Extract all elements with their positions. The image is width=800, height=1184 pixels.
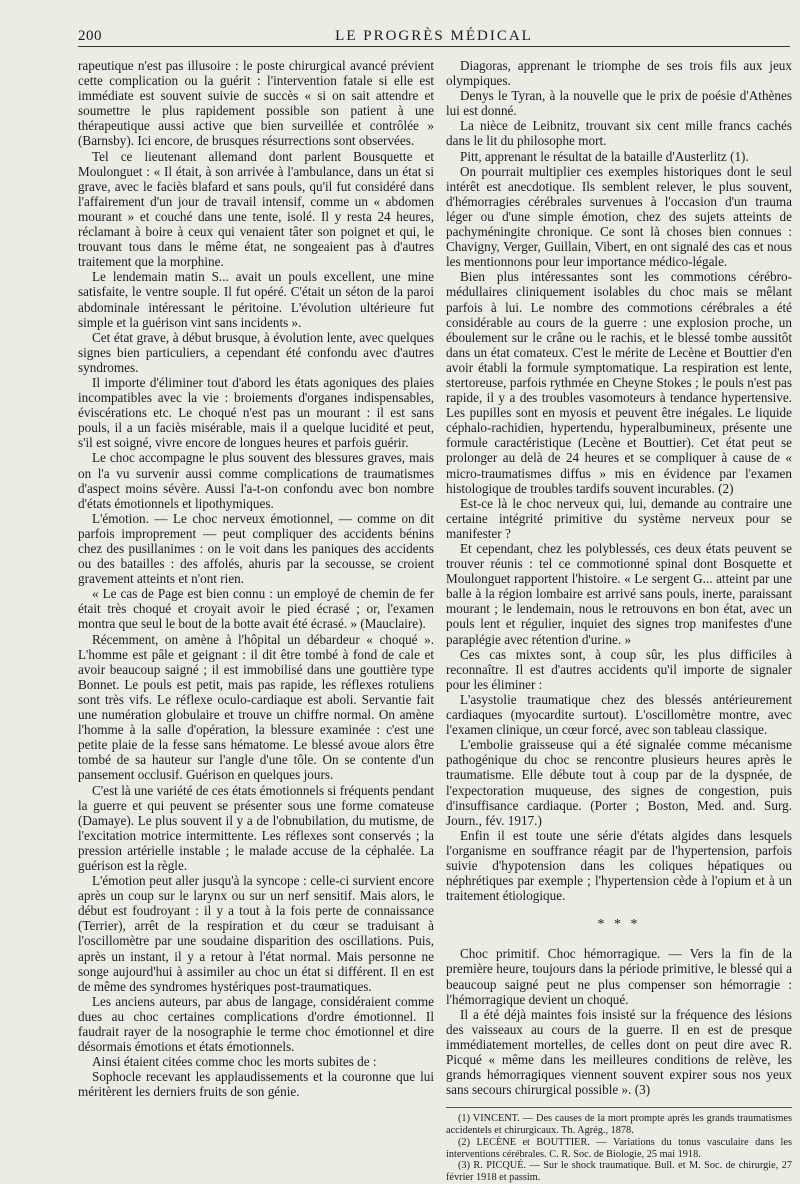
right-column-section bbox=[446, 946, 792, 1097]
footnote: (3) R. PICQUÉ. — Sur le shock traumatique. Bull. et M. Soc. de chirurgie, 27 février 1918 et passim. bbox=[446, 1160, 792, 1184]
footnote: (1) VINCENT. — Des causes de la mort prompte après les grands traumatismes accidentels et chirurgicaux. Th. Agrég., 1878. bbox=[446, 1113, 792, 1137]
paragraph: Choc primitif. Choc hémorragique. — Vers la fin de la première heure, toujours dans la période primitive, le blessé qui a beaucoup saigné peut ne plus compenser son hémorragie : l'hémorragique devient un choqué. bbox=[446, 946, 792, 1007]
section-separator: * * * bbox=[597, 917, 641, 933]
paragraph: La nièce de Leibnitz, trouvant six cent mille francs cachés dans le lit du philosophe mort. bbox=[446, 118, 792, 149]
paragraph: Sophocle recevant les applaudissements et la couronne que lui méritèrent les derniers fruits de son génie. bbox=[78, 1069, 434, 1100]
running-title: LE PROGRÈS MÉDICAL bbox=[335, 28, 533, 44]
paragraph: Est-ce là le choc nerveux qui, lui, demande au contraire une certaine intégrité primitive du système nerveux pour se manifester ? bbox=[446, 495, 792, 541]
left-column bbox=[78, 58, 434, 1100]
paragraph: L'émotion. — Le choc nerveux émotionnel, — comme on dit parfois improprement — peut compliquer des accidents bénins chez des pusillanimes : on le voit dans les paniques des accidents ou des batailles : des affolés, ahuris par la secousse, se croient gravement atteints et n'ont rien. bbox=[78, 510, 434, 587]
paragraph: Ainsi étaient citées comme choc les morts subites de : bbox=[92, 1054, 377, 1070]
paragraph: Diagoras, apprenant le triomphe de ses trois fils aux jeux olympiques. bbox=[446, 58, 792, 89]
paragraph: Enfin il est toute une série d'états algides dans lesquels l'organisme en souffrance réagit par de l'hypertension, parfois suivie d'hypotension dans les coliques hépatiques ou néphrétiques par exemple ; l'hypertension cède à l'opium et à un traitement étiologique. bbox=[446, 827, 792, 904]
paragraph: Il importe d'éliminer tout d'abord les états agoniques des plaies incompatibles avec la vie : broiements d'organes indispensables, éviscérations etc. Le choqué n'est pas un mourant : il est sans pouls, il a un faciès misérable, mais il a quelque lucidité et peut, s'il est soigné, vivre encore de longues heures et parfois guérir. bbox=[78, 374, 434, 451]
paragraph: Récemment, on amène à l'hôpital un débardeur « choqué ». L'homme est pâle et geignant : il dit être tombé à fond de cale et avoir beaucoup saigné ; il est immobilisé dans une gouttière type Bonnet. Le pouls est petit, mais pas rapide, les réflexes rotuliens sont très vifs. Le réflexe oculo-cardiaque est aboli. Servantie fait une numération globulaire et trouve un chiffre normal. On amène l'homme à la salle d'opération, la blessure examinée : c'est une petite plaie de la fesse sans hématome. Le blessé avoue alors être tombé de sa hauteur sur l'angle d'une tôle. On se contente d'un pansement occlusif. Guérison en quelques jours. bbox=[78, 631, 434, 783]
paragraph: On pourrait multiplier ces exemples historiques dont le seul intérêt est anecdotique. Ils semblent relever, le plus souvent, d'hémorragies cérébrales survenues à l'occasion d'un trauma léger ou d'une simple émotion, chez des sujets atteints de pachyméningite chronique. Ce sont là choses bien connues : Chavigny, Verger, Guillain, Vibert, en ont signalé des cas et nous les mentionnons pour leur importance médico-légale. bbox=[446, 163, 792, 270]
page-number: 200 bbox=[78, 28, 102, 44]
paragraph: Ces cas mixtes sont, à coup sûr, les plus difficiles à reconnaître. Il est d'autres accidents qu'il importe de signaler pour les éliminer : bbox=[446, 646, 792, 692]
paragraph: L'asystolie traumatique chez des blessés antérieurement cardiaques (myocardite surtout). L'oscillomètre montre, avec l'examen clinique, un cœur forcé, avec son tableau classique. bbox=[446, 691, 792, 738]
paragraph: Bien plus intéressantes sont les commotions cérébro-médullaires cliniquement isolables du choc mais se mêlant parfois à lui. Le nombre des commotions cérébrales a été considérable au cours de la guerre : une explosion proche, un éboulement sur le crâne ou le rachis, et le blessé tombe aussitôt dans un état comateux. C'est le mérite de Lecène et Bouttier d'en avoir établi la formule symptomatique. La respiration est lente, stertoreuse, parfois rythmée en Cheyne Stokes ; le pouls n'est pas rapide, il y a des troubles vasomoteurs à tendance hypertensive. Les pupilles sont en myosis et peuvent être inégales. Le liquide céphalo-rachidien, hypertendu, hyperalbumineux, présente une formule caractéristique (Lecène et Bouttier). Cet état peut se prolonger au delà de 24 heures et se compliquer à cause de « micro-traumatismes diffus » mis en évidence par l'examen histologique de troubles tardifs souvent incurables. (2) bbox=[446, 269, 792, 496]
paragraph: Pitt, apprenant le résultat de la bataille d'Austerlitz (1). bbox=[460, 148, 749, 164]
paragraph: Denys le Tyran, à la nouvelle que le prix de poésie d'Athènes lui est donné. bbox=[446, 88, 792, 119]
paragraph: L'émotion peut aller jusqu'à la syncope : celle-ci survient encore après un coup sur le larynx ou sur un nerf sensitif. Mais alors, le début est foudroyant : il y a tout à la fois perte de connaissance (Terrier), arrêt de la respiration et du cœur se traduisant à l'oscillomètre par une soudaine disparition des oscillations. Puis, après un instant, il y a retour à l'état normal. Mais personne ne songe aujourd'hui à assimiler au choc un état si différent. Il en est de même des syndromes hystériques post-traumatiques. bbox=[78, 873, 434, 994]
paragraph: rapeutique n'est pas illusoire : le poste chirurgical avancé prévient cette complication ou la guérit : l'intervention fatale si elle est immédiate est souvent suivie de succès « si on sait attendre et soumettre le plus rapidement possible son patient à une thérapeutique aussi active que bien surveillée et contrôlée » (Barnsby). Ici encore, de brusques résurrections sont observées. bbox=[78, 58, 434, 149]
paragraph: Il a été déjà maintes fois insisté sur la fréquence des lésions des vaisseaux au cours de la guerre. Il en est de presque immédiatement mortelles, de celles dont on peut dire avec R. Picqué « même dans les meilleures conditions de relève, les grands hémorragiques viennent souvent expirer sous nos yeux sans secours chirurgical possible ». (3) bbox=[446, 1006, 792, 1098]
paragraph: « Le cas de Page est bien connu : un employé de chemin de fer était très choqué et croyait avoir le pied écrasé ; or, l'examen montra que seul le bout de la botte avait été écrasé. » (Mauclaire). bbox=[78, 586, 434, 632]
page-header bbox=[78, 24, 790, 47]
right-column bbox=[446, 58, 792, 1184]
paragraph: Le lendemain matin S... avait un pouls excellent, une mine satisfaite, le ventre souple. Il fut opéré. C'était un séton de la paroi abdominale intéressant le péritoine. L'évolution ultérieure fut simple et la guérison vint sans incidents ». bbox=[78, 269, 434, 330]
paragraph: Tel ce lieutenant allemand dont parlent Bousquette et Moulonguet : « Il était, à son arrivée à l'ambulance, dans un état si grave, avec le faciès blafard et sans pouls, qu'il fut considéré dans l'affairement d'un jour de travail intensif, comme un « abdomen mourant » et couché dans une tente, isolé. Il y resta 24 heures, réclamant à boire à ceux qui venaient tâter son poignet et qui, le trouvant tous dans le même état, ne songeaient pas à d'autres traitement que la morphine. bbox=[78, 148, 434, 270]
paragraph: Et cependant, chez les polyblessés, ces deux états peuvent se trouver réunis : tel ce commotionné spinal dont Bosquette et Moulonguet rapportent l'histoire. « Le sergent G... atteint par une balle à la région lombaire est arrivé sans pouls, inerte, paraissant mourant ; le lendemain, nous le retrouvons en bon état, avec un pouls lent et régulier, inquiet des signes trop manifestes d'une paraplégie avec rétention d'urine. » bbox=[446, 541, 792, 647]
paragraph: Les anciens auteurs, par abus de langage, considéraient comme dues au choc certaines complications d'ordre émotionnel. Il faudrait rayer de la nosographie le terme choc émotionnel et dire désormais émotions et états émotionnels. bbox=[78, 993, 434, 1055]
footnotes bbox=[446, 1107, 792, 1184]
paragraph: Le choc accompagne le plus souvent des blessures graves, mais on l'a vu survenir aussi comme complications de traumatismes d'aspect moins sévère. Aussi l'a-t-on confondu avec bon nombre d'états émotionnels et lipothymiques. bbox=[78, 450, 434, 511]
paragraph: Cet état grave, à début brusque, à évolution lente, avec quelques signes bien particuliers, a cependant été confondu avec d'autres syndromes. bbox=[78, 329, 434, 375]
footnote: (2) LECÈNE et BOUTTIER. — Variations du tonus vasculaire dans les interventions cérébrales. C. R. Soc. de Biologie, 25 mai 1918. bbox=[446, 1136, 792, 1160]
paragraph: L'embolie graisseuse qui a été signalée comme mécanisme pathogénique du choc se rencontre plusieurs heures après le traumatisme. Elle débute tout à coup par de la dyspnée, de l'expectoration muqueuse, des signes de congestion, puis d'insuffisance cardiaque. (Porter ; Boston, Med. and. Surg. Journ., fév. 1917.) bbox=[446, 737, 792, 828]
right-column-text bbox=[446, 58, 792, 903]
paragraph: C'est là une variété de ces états émotionnels si fréquents pendant la guerre et qui peuvent se présenter sous une forme comateuse (Damaye). Le plus souvent il y a de l'obnubilation, du mutisme, de l'excitation motrice intermittente. Les réflexes sont conservés ; la pression artérielle instable ; le malade accuse de la céphalée. La guérison est la règle. bbox=[78, 782, 434, 873]
